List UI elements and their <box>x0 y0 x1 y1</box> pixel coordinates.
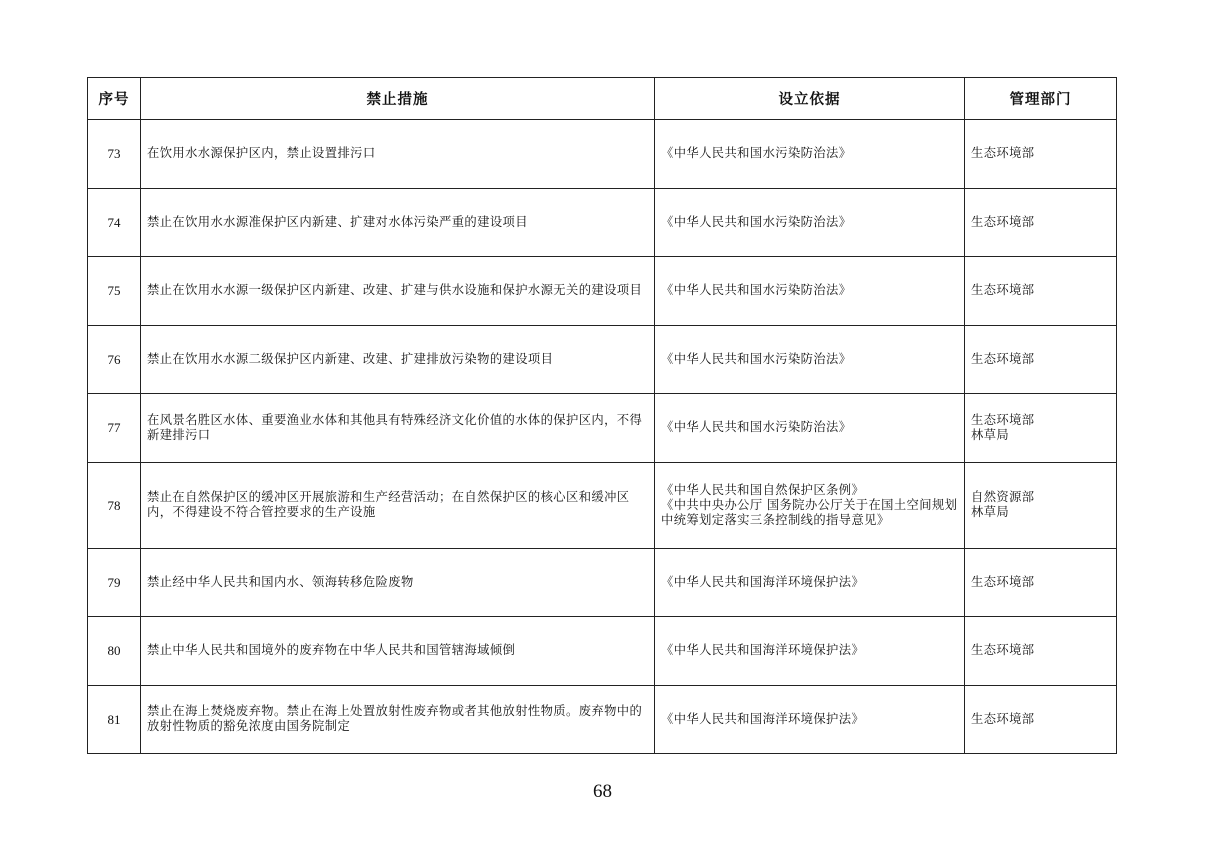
header-prohibition-measure: 禁止措施 <box>141 78 655 120</box>
table-row <box>88 548 1117 617</box>
row-prohibition-measure: 禁止中华人民共和国境外的废弃物在中华人民共和国管辖海域倾倒 <box>141 617 655 686</box>
department-item: 生态环境部 <box>971 283 1035 298</box>
row-serial-number: 75 <box>88 257 141 326</box>
row-legal-basis <box>655 548 965 617</box>
row-prohibition-measure: 禁止在海上焚烧废弃物。禁止在海上处置放射性废弃物或者其他放射性物质。废弃物中的放射性物质的豁免浓度由国务院制定 <box>141 685 655 754</box>
row-legal-basis <box>655 188 965 257</box>
page-number: 68 <box>593 781 612 802</box>
table-row <box>88 685 1117 754</box>
table-row <box>88 394 1117 463</box>
legal-basis-item: 《中华人民共和国海洋环境保护法》 <box>661 643 865 658</box>
row-serial-number: 77 <box>88 394 141 463</box>
department-item: 生态环境部 <box>971 574 1035 589</box>
row-prohibition-measure: 禁止在饮用水水源二级保护区内新建、改建、扩建排放污染物的建设项目 <box>141 325 655 394</box>
department-item: 林草局 <box>971 427 1010 442</box>
row-serial-number: 78 <box>88 462 141 548</box>
row-prohibition-measure: 禁止经中华人民共和国内水、领海转移危险废物 <box>141 548 655 617</box>
row-management-department <box>965 120 1117 189</box>
department-item: 生态环境部 <box>971 146 1035 161</box>
row-legal-basis <box>655 257 965 326</box>
row-serial-number: 79 <box>88 548 141 617</box>
row-legal-basis <box>655 120 965 189</box>
legal-basis-item: 《中华人民共和国海洋环境保护法》 <box>661 711 865 726</box>
table-row <box>88 257 1117 326</box>
legal-basis-item: 《中华人民共和国水污染防治法》 <box>661 420 852 435</box>
row-prohibition-measure: 禁止在饮用水水源准保护区内新建、扩建对水体污染严重的建设项目 <box>141 188 655 257</box>
row-serial-number: 76 <box>88 325 141 394</box>
row-serial-number: 80 <box>88 617 141 686</box>
row-management-department <box>965 325 1117 394</box>
row-serial-number: 81 <box>88 685 141 754</box>
department-item: 生态环境部 <box>971 351 1035 366</box>
row-management-department <box>965 394 1117 463</box>
row-serial-number: 74 <box>88 188 141 257</box>
row-management-department <box>965 462 1117 548</box>
row-prohibition-measure: 在风景名胜区水体、重要渔业水体和其他具有特殊经济文化价值的水体的保护区内，不得新建排污口 <box>141 394 655 463</box>
row-management-department <box>965 685 1117 754</box>
legal-basis-item: 《中华人民共和国自然保护区条例》 <box>661 482 865 497</box>
department-item: 生态环境部 <box>971 643 1035 658</box>
legal-basis-item: 《中华人民共和国水污染防治法》 <box>661 146 852 161</box>
legal-basis-item: 《中共中央办公厅 国务院办公厅关于在国土空间规划中统筹划定落实三条控制线的指导意见》 <box>661 497 958 527</box>
department-item: 生态环境部 <box>971 711 1035 726</box>
row-legal-basis <box>655 325 965 394</box>
department-item: 生态环境部 <box>971 412 1035 427</box>
row-management-department <box>965 257 1117 326</box>
row-prohibition-measure: 禁止在饮用水水源一级保护区内新建、改建、扩建与供水设施和保护水源无关的建设项目 <box>141 257 655 326</box>
table-row <box>88 462 1117 548</box>
legal-basis-item: 《中华人民共和国水污染防治法》 <box>661 214 852 229</box>
legal-basis-item: 《中华人民共和国海洋环境保护法》 <box>661 574 865 589</box>
row-management-department <box>965 617 1117 686</box>
table-row <box>88 617 1117 686</box>
table-header-row <box>88 78 1117 120</box>
legal-basis-item: 《中华人民共和国水污染防治法》 <box>661 283 852 298</box>
row-legal-basis <box>655 617 965 686</box>
header-management-department: 管理部门 <box>965 78 1117 120</box>
row-prohibition-measure: 在饮用水水源保护区内，禁止设置排污口 <box>141 120 655 189</box>
department-item: 自然资源部 <box>971 490 1035 504</box>
row-legal-basis <box>655 685 965 754</box>
table-row <box>88 325 1117 394</box>
department-item: 生态环境部 <box>971 214 1035 229</box>
header-legal-basis: 设立依据 <box>655 78 965 120</box>
row-management-department <box>965 548 1117 617</box>
table-row <box>88 188 1117 257</box>
legal-basis-item: 《中华人民共和国水污染防治法》 <box>661 351 852 366</box>
row-prohibition-measure: 禁止在自然保护区的缓冲区开展旅游和生产经营活动；在自然保护区的核心区和缓冲区内，不得建设不符合管控要求的生产设施 <box>141 462 655 548</box>
row-legal-basis <box>655 394 965 463</box>
table-row <box>88 120 1117 189</box>
header-serial-number: 序号 <box>88 78 141 120</box>
department-item: 林草局 <box>971 505 1010 519</box>
row-serial-number: 73 <box>88 120 141 189</box>
row-legal-basis <box>655 462 965 548</box>
row-management-department <box>965 188 1117 257</box>
prohibition-table <box>87 77 1117 754</box>
